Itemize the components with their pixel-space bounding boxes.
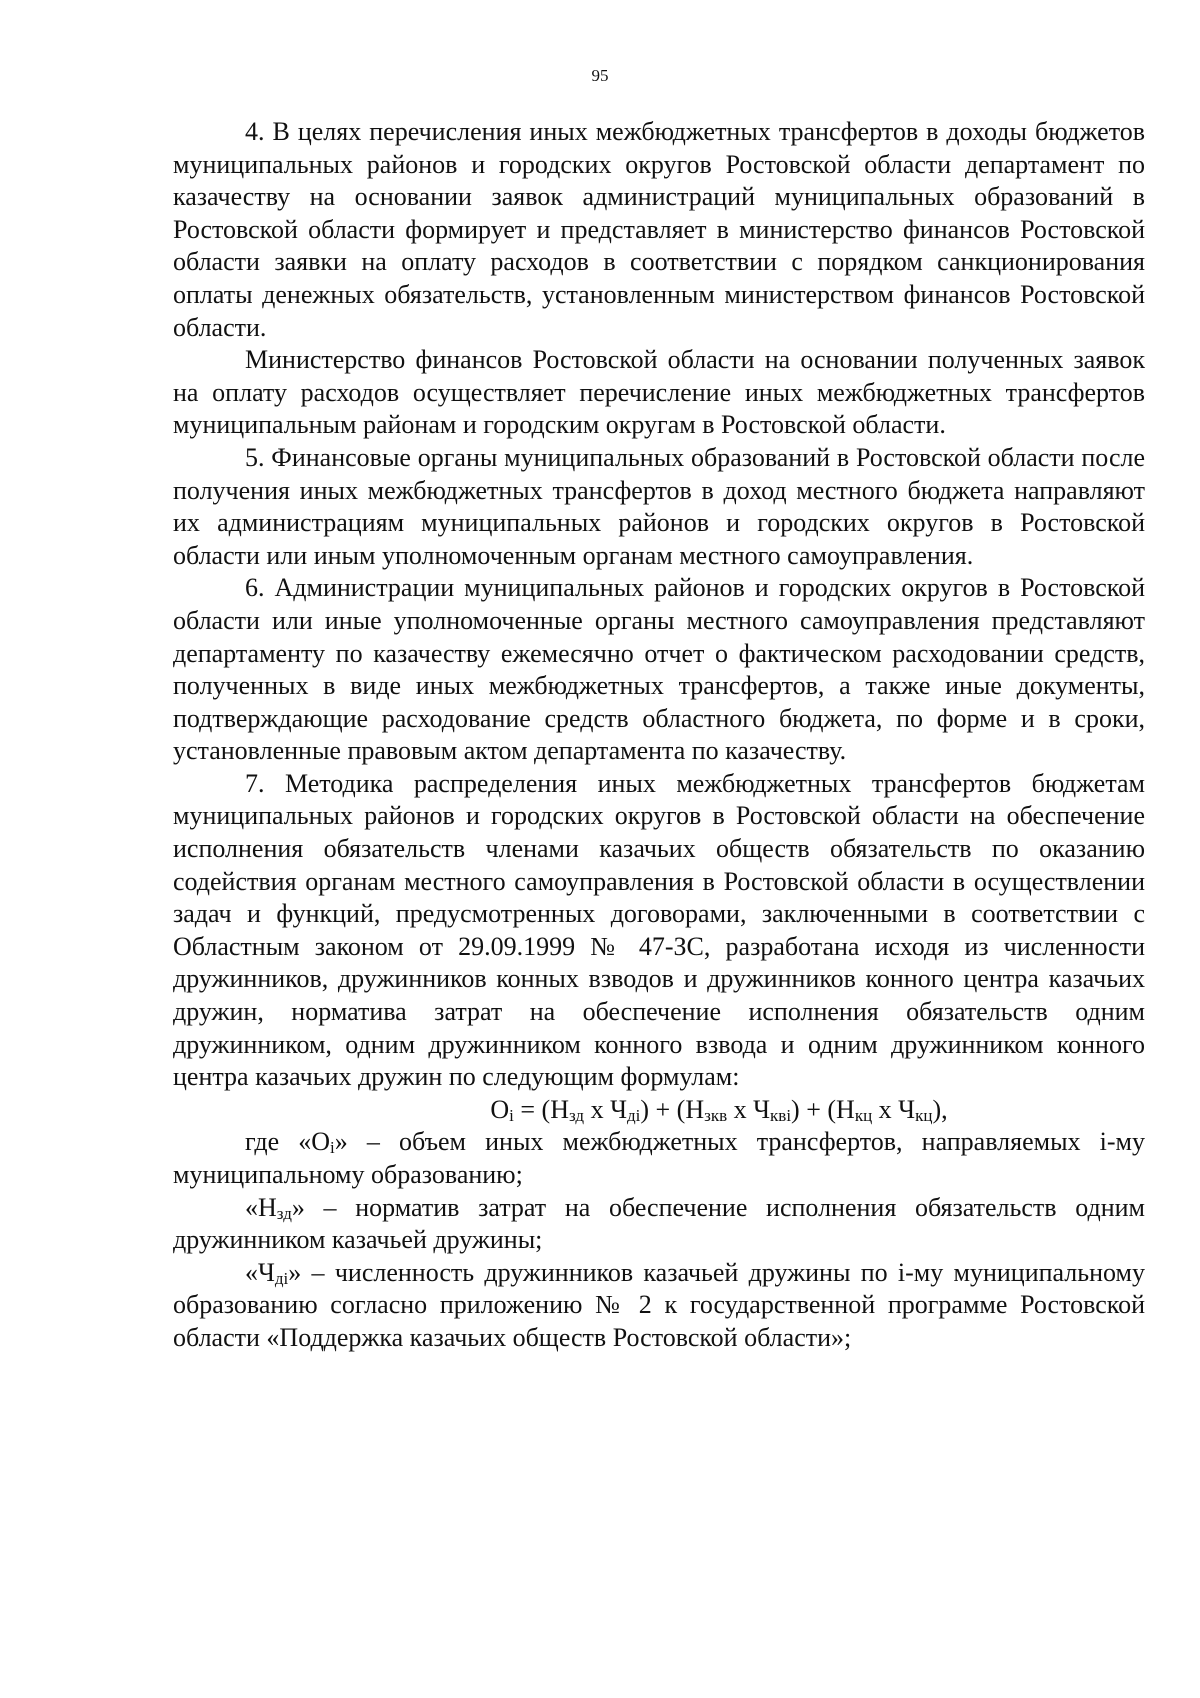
definition-o-text: » – объем иных межбюджетных трансфертов, направляемых i-му муниципальному образованию; — [173, 1127, 1145, 1189]
definition-ch-di — [173, 1257, 1145, 1355]
document-body — [173, 116, 1145, 1355]
formula-x2: х Ч — [727, 1094, 771, 1124]
definition-h-zd-subscript: зд — [276, 1203, 292, 1223]
paragraph-6: 6. Администрации муниципальных районов и городских округов в Ростовской области или иные уполномоченные органы местного самоуправления представляют департаменту по казачеству ежемесячно отчет о фактическом расходовании средств, полученных в виде иных межбюджетных трансфертов, а также иные документы, подтверждающие расходование средств областного бюджета, по форме и в сроки, установленные правовым актом департамента по казачеству. — [173, 573, 1145, 766]
paragraph-4: 4. В целях перечисления иных межбюджетных трансфертов в доходы бюджетов муниципальных районов и городских округов Ростовской области департамент по казачеству на основании заявок администраций муниципальных образований в Ростовской области формирует и представляет в министерство финансов Ростовской области заявки на оплату расходов в соответствии с порядком санкционирования оплаты денежных обязательств, установленным министерством финансов Ростовской области. — [173, 117, 1145, 342]
definition-o-subscript: i — [330, 1138, 335, 1158]
formula-plus1: ) + (Н — [640, 1094, 705, 1124]
definition-ch-di-subscript: дi — [274, 1268, 289, 1288]
paragraph-4-continued: Министерство финансов Ростовской области на основании полученных заявок на оплату расходов осуществляет перечисление иных межбюджетных трансфертов муниципальным районам и городским округам в Ростовской области. — [173, 345, 1145, 440]
formula-h-zkv-subscript: зкв — [704, 1105, 728, 1125]
formula-ch-kc-subscript: кц — [915, 1105, 933, 1125]
page-number: 95 — [591, 66, 609, 85]
formula-h-zd-subscript: зд — [569, 1105, 585, 1125]
paragraph-5: 5. Финансовые органы муниципальных образований в Ростовской области после получения иных межбюджетных трансфертов в доход местного бюджета направляют их администрациям муниципальных районов и городских округов в Ростовской области или иным уполномоченным органам местного самоуправления. — [173, 442, 1145, 570]
formula-h-kc-subscript: кц — [854, 1105, 873, 1125]
formula-o: O — [490, 1094, 510, 1124]
formula-close: ), — [932, 1094, 948, 1124]
formula-x3: х Ч — [872, 1094, 916, 1124]
formula-plus2: ) + (Н — [791, 1094, 855, 1124]
definition-ch-di-text: » – численность дружинников казачьей дружины по i-му муниципальному образованию согласно приложению № 2 к государственной программе Ростовской области «Поддержка казачьих обществ Ростовской области»; — [173, 1257, 1145, 1352]
formula-eq-open: = (Н — [513, 1094, 569, 1124]
definition-h-zd-text: » – норматив затрат на обеспечение исполнения обязательств одним дружинником казачьей дружины; — [173, 1192, 1145, 1255]
formula-ch-di-subscript: дi — [626, 1105, 641, 1125]
definition-ch-di-pre: «Ч — [245, 1257, 275, 1287]
definition-h-zd — [173, 1192, 1145, 1257]
definition-h-zd-pre: «Н — [245, 1192, 277, 1222]
formula — [173, 1094, 1145, 1127]
paragraph-7: 7. Методика распределения иных межбюджетных трансфертов бюджетам муниципальных районов и городских округов в Ростовской области на обеспечение исполнения обязательств членами казачьих обществ обязательств по оказанию содействия органам местного самоуправления в Ростовской области в осуществлении задач и функций, предусмотренных договорами, заключенными в соответствии с Областным законом от 29.09.1999 № 47-ЗС, разработана исходя из численности дружинников, дружинников конных взводов и дружинников конного центра казачьих дружин, норматива затрат на обеспечение исполнения обязательств одним дружинником, одним дружинником конного взвода и одним дружинником конного центра казачьих дружин по следующим формулам: — [173, 768, 1145, 1092]
definition-o-pre: где «O — [245, 1127, 331, 1157]
formula-o-subscript: i — [509, 1105, 514, 1125]
definition-o — [173, 1126, 1145, 1191]
formula-x1: х Ч — [584, 1094, 627, 1124]
formula-ch-kvi-subscript: квi — [770, 1105, 792, 1125]
